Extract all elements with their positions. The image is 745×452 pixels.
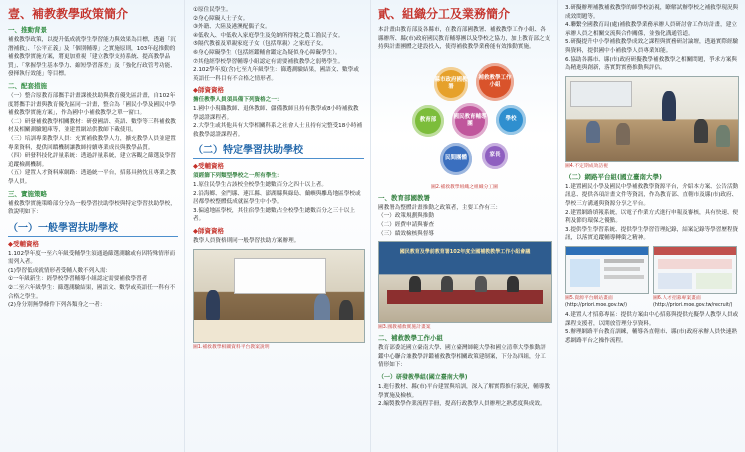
- table-surface: [194, 320, 364, 342]
- teacher-qualification-item: 2.大學生或其他具有大學相關科系之社會人士且持有完整受18小時補救教學認證課程者。: [193, 123, 363, 138]
- eligibility-item: ②二至六年級學生：篩選測驗結果，國語文、數學或英語任一科有不合格之學生。: [8, 285, 176, 300]
- site-header-bar: [566, 247, 648, 255]
- platform-group-heading: （二）網路平台組(國立臺南大學): [565, 172, 662, 181]
- teacher-qualification-item: 1.國中小現職教師、退休教師、儲備教師且持有教學或8小時補救教學認證課程者。: [193, 105, 359, 121]
- student-type-item: ⑦其他經學校學習輔導小組認定有需要補救教學之弱勢學生。: [193, 58, 344, 65]
- person-figure: [616, 123, 630, 145]
- platform-item: 1.建置國民小學及國民中學補救教學資源平台，介紹本方案、公告活動訊息、提供各項計畫文件等資訊，作為教育部、直轄市及縣(市)政府、學校三方溝通與資源分享之平台。: [565, 183, 739, 207]
- dev-group-item: 5.研擬提升中小學補救教學成效之課程與實務研討論壇，透過實際經驗與資料，提供國中小補救學人員專業知能。: [565, 39, 739, 54]
- site-content-block: [696, 273, 732, 289]
- student-type-item: ②身心障礙人士子女。: [193, 15, 249, 22]
- figure6-url: (http://priori.moe.gov.tw/recruit/): [653, 302, 733, 308]
- moe-item: （三）績效檢核與督導: [378, 230, 434, 237]
- figure6-caption: 圖6.人才招募專案畫面: [653, 295, 701, 301]
- site-text-line: [604, 275, 644, 279]
- meeting-photo: [193, 249, 365, 343]
- platform-item: 2.建置網路填報系統，以電子作業方式進行申報及審核，具有快速、便利及節約環保之優點。: [565, 209, 739, 225]
- specific-teacher-heading: ◆師資資格: [193, 226, 224, 235]
- measure-item: （三）培訓專業教學人員：充實補救教學人力，擴充教學人員並建置專業資料，提供回饋機制讓教師持續專業成長與教學品質。: [8, 135, 176, 151]
- conference-banner: 國民教育及學前教育署102年度全國補教教學工作小組會議: [399, 249, 531, 256]
- dev-group-heading: （一）研發教學組(國立臺南大學): [378, 373, 468, 381]
- task-force-text: 教育部委託國立臺南大學、國立臺灣師範大學和國立清華大學推動評鑑中心聯合兼教學評鑑補救教學相關政策建制案，下分為四組，分工情形如下：: [378, 345, 546, 369]
- teacher-qualification-lead: 擔任教學人員須具備下列資格之一：: [193, 97, 283, 104]
- eligibility-heading: ◆受輔資格: [8, 239, 39, 248]
- recruit-site-figure: [653, 246, 737, 309]
- gear-county: 縣市政府國教署: [434, 67, 468, 101]
- measure-item: （二）研發補救教學相關教材：研發國語、英語、數學等三科補救教材及相關測驗題庫等，並建置網站供教師下載使用。: [8, 118, 176, 134]
- person-figure: [206, 290, 220, 320]
- conference-photo: [378, 241, 552, 323]
- gear-civil-groups: 民間團體: [440, 143, 472, 175]
- measure-item: （一）整合原教育部攜手計畫課後扶助與教育優先區計畫，自102年度將攜手計畫與教育優先區同一計畫，整合為「國民小學及國民中學補救教學實施方案」，作為國中小補救教學之單一窗口。: [8, 92, 176, 117]
- gear-school: 學校: [496, 105, 526, 135]
- dev-group-item: 4.聯繫全國教育局(處)補救教學業務承辦人員研討會工作坊計畫，建立承辦人員之相關交流與合作關係，並強化溝通管道。: [565, 22, 737, 37]
- eligibility-item: ①一年級新生：經學校學習輔導小組認定需要補救學習者: [8, 276, 148, 283]
- column-platform: [559, 0, 745, 452]
- organization-intro: 本計畫由教育部及各縣市，在教育部國教署、補救教學工作小組、各縣辦所、縣(市)政府國民教育輔導團以及學校之協力，加上教育部之支持與計畫團體之建設投入，使得補救教學業務能有效推動實施。: [378, 27, 551, 51]
- site-content-block: [658, 273, 692, 289]
- grade-7-9-text: 2.102學年度(含)七至九年級學生：篩選測驗結果，國語文、數學或英語任一科目有不合格之情形者。: [193, 67, 359, 82]
- policy-title: 壹、補教教學政策簡介: [8, 7, 129, 21]
- site-header-bar: [654, 247, 736, 255]
- specific-eligibility-item: 1.原住民學生占該校全校學生總數百分之四十以上者。: [193, 181, 327, 188]
- measure-item: （四）研發科技化評量系統：透過評量系統，建立客觀之篩選及學習追蹤檢測機制。: [8, 153, 176, 168]
- eligibility-item: (2)身分別無學條件下列各類身之一者：: [8, 302, 106, 309]
- person-figure: [662, 91, 676, 121]
- platform-item: 4.建置人才招募專區：提供方案由中心招募與提供充擬學人教學人員或課程支援者，以開放管理分享資料。: [565, 311, 739, 327]
- platform-item: 3.提供學生學習系統、提供學生學習管理紀錄，結案記錄等學習歷程資訊，以落實追蹤輔導轉銜之精神。: [565, 226, 739, 242]
- whiteboard: [570, 81, 632, 107]
- moe-item: （一）政策規劃與推動: [378, 213, 434, 220]
- eligibility-item: (1)學習低成就情形者受輔人數不列入需：: [8, 267, 112, 274]
- specific-eligibility-item: 3.偏遠地區學校，其住宿學生總數占全校學生總數百分之三十以上者。: [193, 207, 355, 223]
- student-type-item: ①原住民學生。: [193, 7, 232, 13]
- figure3-caption: 圖3.國教補救實施計畫案: [378, 325, 431, 331]
- specific-eligibility-heading: ◆受輔資格: [193, 162, 224, 171]
- person-figure: [507, 276, 519, 292]
- general-school-heading: （一）一般學習扶助學校: [8, 222, 178, 237]
- person-figure: [694, 119, 708, 143]
- person-figure: [586, 121, 600, 143]
- column-policy-intro: [0, 0, 185, 452]
- gear-parents: 家長: [482, 143, 508, 169]
- task-force-heading: 二、補救教學工作小組: [378, 334, 443, 343]
- specific-school-heading: （二）特定學習扶助學校: [193, 144, 364, 159]
- background-text: 補救教學政策，以提升低成就學生學習能力與效果為目標，透過「沉潛補救」、「公平正義」及「個別輔導」之實施原則，103年起推動的補救教學實施方案，將更加重視「建立教學支持系統、提高教學品質」、「掌握學生基本學力、縮短學習落差」及「強化行政管考功能、發揮執行效能」等目標。: [8, 37, 176, 78]
- person-figure: [475, 276, 487, 292]
- figure5-caption: 圖5.資源平台網站畫面: [565, 295, 613, 301]
- figure4-caption: 圖4.不定期成效訪視: [565, 163, 608, 169]
- head-table: [387, 290, 543, 304]
- organization-title: 貳、組織分工及業務簡介: [378, 7, 511, 21]
- recruit-site-thumbnail: [653, 246, 737, 294]
- site-text-line: [604, 259, 644, 263]
- teacher-qualification-heading: ◆師資資格: [193, 86, 224, 95]
- platform-item: 5.辦理網路平台教育訓練，輔導各直轄市、縣(市)政府承辦人員快速熟悉網路平台之操作流程。: [565, 329, 737, 344]
- strategy-heading: 三、實施策略: [8, 189, 47, 198]
- specific-eligibility-item: 2.沿海鄉、金門縣、連江縣、澎湖縣與綠島、蘭嶼與離島地區學校或居都學校整體低成就區學生中小學。: [193, 190, 361, 206]
- figure5-url: (http://priori.moe.gov.tw/): [565, 302, 628, 308]
- student-type-item: ⑥身心障礙學生（包括經鑑輔會鑑定為疑似身心障礙學生）。: [193, 49, 341, 56]
- figure2-caption: 圖2.補救教學組織之組織分工圖: [431, 184, 498, 190]
- gear-counseling-team: 國民教育輔導團: [452, 103, 488, 139]
- person-figure: [716, 125, 730, 147]
- student-type-item: ④低收入、中低收入家庭學生及免納所得稅之農工漁民子女。: [193, 32, 344, 39]
- moe-text: 國教署為整體計畫推動之政策者，主要工作有三：: [378, 204, 502, 211]
- person-figure: [409, 276, 421, 292]
- figure1-caption: 圖1.補救教學相關資料平台教案說明: [193, 345, 270, 351]
- student-type-item: ③外籍、大陸及港澳配偶子女。: [193, 24, 271, 31]
- dev-group-item: 1.進行教材、縣(市)平台建置與培訓，深入了解實際推行狀況，輔導教學實施及檢核。: [378, 383, 550, 399]
- gear-ministry: 教育部: [412, 105, 444, 137]
- specific-eligibility-lead: 須經篩下列類型學校之一所有學生：: [193, 173, 283, 180]
- measure-item: （五）建置人才資料庫網路：透過統一平台，招募具熱忱且專業之教學人員。: [8, 170, 176, 185]
- strategy-text: 補救教學實施策略部分分為一般學習扶助學校與特定學習扶助學校，敘說明如下：: [8, 200, 176, 216]
- dev-group-item: 2.編製教學作業流程手冊，提高行政教學人員辦理之熟悉度與成效。: [378, 401, 546, 408]
- person-figure: [441, 276, 453, 292]
- visit-photo: [565, 76, 739, 162]
- background-heading: 一、推動背景: [8, 26, 47, 34]
- site-banner-block: [658, 259, 732, 269]
- resource-site-thumbnail: [565, 246, 649, 294]
- column-eligibility: [187, 0, 371, 452]
- specific-teacher-text: 教學人員資格則同一般學習扶助方案辦理。: [193, 237, 300, 244]
- gear-task-force: 補救教學工作小組: [476, 63, 514, 101]
- measures-heading: 二、配套措施: [8, 81, 47, 90]
- gear-diagram: [378, 55, 552, 183]
- dev-group-item: 3.研擬辦理補教補救教學的師學校訪視，瞭解試辦學校之補救學現況與成效問題等。: [565, 5, 739, 20]
- eligibility-item: 1.102學年度一至六年級受輔學生須通過篩選測驗或有因特殊情形而需列入者。: [8, 250, 176, 266]
- dev-group-item: 6.協助各縣市、縣(市)政府研擬教學補救教學之相關問題，爭求方案與為精進與創新，落實對實務推動與評估。: [565, 56, 737, 72]
- website-screenshots: [565, 246, 739, 309]
- moe-item: （二）經費申請與審查: [378, 221, 434, 228]
- resource-site-figure: [565, 246, 649, 309]
- moe-heading: 一、教育部國教署: [378, 193, 430, 202]
- projection-screen: [234, 258, 326, 294]
- site-text-line: [604, 267, 640, 271]
- student-type-item: ⑤隔代教養及單親家庭子女（包括單親）之家庭子女。: [193, 41, 327, 48]
- site-banner-block: [570, 259, 600, 287]
- column-organization: [372, 0, 558, 452]
